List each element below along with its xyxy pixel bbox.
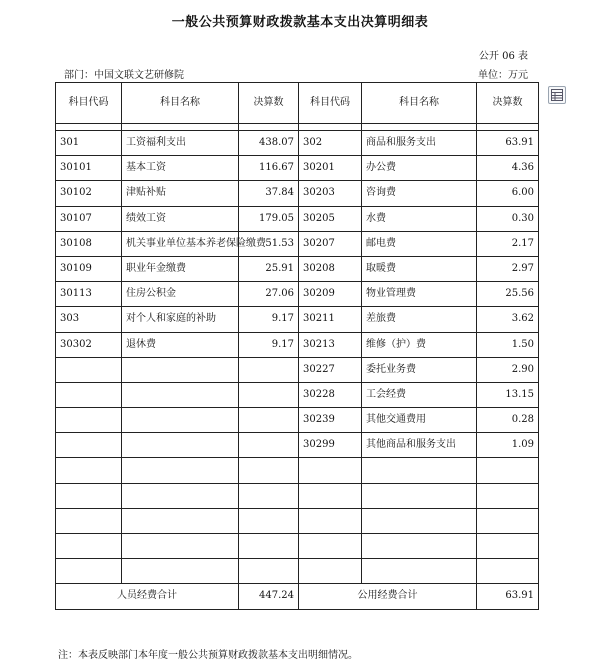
header-name-right: 科目名称 bbox=[362, 83, 477, 124]
personnel-total-value: 447.24 bbox=[239, 584, 299, 609]
left-amount-cell bbox=[239, 534, 299, 559]
right-name-cell: 商品和服务支出 bbox=[362, 131, 477, 156]
left-name-cell: 工资福利支出 bbox=[122, 131, 239, 156]
right-name-cell: 差旅费 bbox=[362, 307, 477, 332]
table-header-row bbox=[56, 83, 539, 124]
left-amount-cell bbox=[239, 382, 299, 407]
right-amount-cell: 1.09 bbox=[477, 433, 539, 458]
right-code-cell bbox=[299, 534, 362, 559]
table-row bbox=[56, 433, 539, 458]
table-row bbox=[56, 357, 539, 382]
left-name-cell: 津贴补贴 bbox=[122, 181, 239, 206]
right-amount-cell: 0.30 bbox=[477, 206, 539, 231]
table-row bbox=[56, 256, 539, 281]
left-code-cell: 30302 bbox=[56, 332, 122, 357]
right-amount-cell: 0.28 bbox=[477, 408, 539, 433]
left-code-cell: 30108 bbox=[56, 231, 122, 256]
table-row bbox=[56, 483, 539, 508]
right-amount-cell: 1.50 bbox=[477, 332, 539, 357]
table-row bbox=[56, 131, 539, 156]
form-code: 公开 06 表 bbox=[478, 51, 528, 62]
table-row bbox=[56, 181, 539, 206]
left-name-cell bbox=[122, 458, 239, 483]
left-name-cell bbox=[122, 382, 239, 407]
right-name-cell bbox=[362, 483, 477, 508]
right-amount-cell: 3.62 bbox=[477, 307, 539, 332]
footnote: 注：本表反映部门本年度一般公共预算财政拨款基本支出明细情况。 bbox=[58, 650, 358, 661]
public-total-label: 公用经费合计 bbox=[299, 584, 477, 609]
left-code-cell bbox=[56, 433, 122, 458]
table-grid-icon[interactable] bbox=[548, 86, 566, 104]
left-name-cell: 职业年金缴费 bbox=[122, 256, 239, 281]
right-code-cell: 302 bbox=[299, 131, 362, 156]
left-amount-cell: 51.53 bbox=[239, 231, 299, 256]
right-amount-cell bbox=[477, 508, 539, 533]
right-code-cell bbox=[299, 508, 362, 533]
left-amount-cell: 25.91 bbox=[239, 256, 299, 281]
right-code-cell: 30209 bbox=[299, 282, 362, 307]
left-code-cell: 30109 bbox=[56, 256, 122, 281]
left-amount-cell bbox=[239, 458, 299, 483]
header-code-left: 科目代码 bbox=[56, 83, 122, 124]
right-code-cell bbox=[299, 559, 362, 584]
right-name-cell bbox=[362, 559, 477, 584]
left-name-cell bbox=[122, 408, 239, 433]
left-code-cell bbox=[56, 534, 122, 559]
right-name-cell: 办公费 bbox=[362, 156, 477, 181]
left-name-cell: 基本工资 bbox=[122, 156, 239, 181]
header-gap-row bbox=[56, 124, 539, 131]
left-name-cell: 对个人和家庭的补助 bbox=[122, 307, 239, 332]
right-name-cell bbox=[362, 458, 477, 483]
left-code-cell: 30101 bbox=[56, 156, 122, 181]
right-name-cell: 维修（护）费 bbox=[362, 332, 477, 357]
left-code-cell: 303 bbox=[56, 307, 122, 332]
header-amount-right: 决算数 bbox=[477, 83, 539, 124]
left-code-cell bbox=[56, 559, 122, 584]
table-row bbox=[56, 534, 539, 559]
right-code-cell: 30228 bbox=[299, 382, 362, 407]
table-row bbox=[56, 206, 539, 231]
left-amount-cell: 116.67 bbox=[239, 156, 299, 181]
right-name-cell: 工会经费 bbox=[362, 382, 477, 407]
left-code-cell: 30102 bbox=[56, 181, 122, 206]
header-amount-left: 决算数 bbox=[239, 83, 299, 124]
left-name-cell bbox=[122, 559, 239, 584]
left-code-cell: 30107 bbox=[56, 206, 122, 231]
right-name-cell: 取暖费 bbox=[362, 256, 477, 281]
left-amount-cell bbox=[239, 357, 299, 382]
left-name-cell bbox=[122, 483, 239, 508]
left-amount-cell bbox=[239, 508, 299, 533]
left-amount-cell bbox=[239, 559, 299, 584]
right-name-cell: 邮电费 bbox=[362, 231, 477, 256]
right-code-cell: 30208 bbox=[299, 256, 362, 281]
right-code-cell: 30207 bbox=[299, 231, 362, 256]
right-amount-cell bbox=[477, 559, 539, 584]
left-amount-cell bbox=[239, 433, 299, 458]
right-amount-cell: 6.00 bbox=[477, 181, 539, 206]
department-label: 部门：中国文联文艺研修院 bbox=[64, 70, 184, 81]
right-name-cell: 其他交通费用 bbox=[362, 408, 477, 433]
left-name-cell bbox=[122, 534, 239, 559]
right-name-cell: 水费 bbox=[362, 206, 477, 231]
right-name-cell bbox=[362, 508, 477, 533]
right-amount-cell: 13.15 bbox=[477, 382, 539, 407]
unit-label: 单位：万元 bbox=[478, 70, 528, 81]
left-amount-cell: 9.17 bbox=[239, 307, 299, 332]
table-row bbox=[56, 408, 539, 433]
right-amount-cell: 2.90 bbox=[477, 357, 539, 382]
left-amount-cell bbox=[239, 483, 299, 508]
right-code-cell: 30239 bbox=[299, 408, 362, 433]
report-title: 一般公共预算财政拨款基本支出决算明细表 bbox=[171, 15, 429, 30]
left-name-cell: 绩效工资 bbox=[122, 206, 239, 231]
left-amount-cell: 9.17 bbox=[239, 332, 299, 357]
right-amount-cell bbox=[477, 458, 539, 483]
table-row bbox=[56, 508, 539, 533]
left-code-cell bbox=[56, 508, 122, 533]
right-code-cell bbox=[299, 458, 362, 483]
left-name-cell bbox=[122, 508, 239, 533]
left-amount-cell: 27.06 bbox=[239, 282, 299, 307]
right-code-cell: 30201 bbox=[299, 156, 362, 181]
right-amount-cell bbox=[477, 534, 539, 559]
left-code-cell bbox=[56, 357, 122, 382]
left-name-cell: 住房公积金 bbox=[122, 282, 239, 307]
left-name-cell bbox=[122, 433, 239, 458]
right-code-cell: 30203 bbox=[299, 181, 362, 206]
left-code-cell bbox=[56, 458, 122, 483]
left-name-cell: 机关事业单位基本养老保险缴费 bbox=[122, 231, 239, 256]
table-row bbox=[56, 282, 539, 307]
expenditure-table bbox=[55, 82, 539, 610]
table-row bbox=[56, 332, 539, 357]
table-row bbox=[56, 231, 539, 256]
right-amount-cell: 2.17 bbox=[477, 231, 539, 256]
right-code-cell: 30205 bbox=[299, 206, 362, 231]
right-code-cell: 30227 bbox=[299, 357, 362, 382]
left-code-cell bbox=[56, 408, 122, 433]
left-amount-cell bbox=[239, 408, 299, 433]
left-name-cell: 退休费 bbox=[122, 332, 239, 357]
right-code-cell: 30211 bbox=[299, 307, 362, 332]
table-row bbox=[56, 458, 539, 483]
totals-row bbox=[56, 584, 539, 609]
header-name-left: 科目名称 bbox=[122, 83, 239, 124]
left-code-cell bbox=[56, 382, 122, 407]
table-row bbox=[56, 156, 539, 181]
header-code-right: 科目代码 bbox=[299, 83, 362, 124]
right-amount-cell: 4.36 bbox=[477, 156, 539, 181]
left-name-cell bbox=[122, 357, 239, 382]
right-name-cell: 委托业务费 bbox=[362, 357, 477, 382]
left-amount-cell: 179.05 bbox=[239, 206, 299, 231]
right-amount-cell: 63.91 bbox=[477, 131, 539, 156]
right-code-cell: 30299 bbox=[299, 433, 362, 458]
table-row bbox=[56, 382, 539, 407]
right-code-cell bbox=[299, 483, 362, 508]
table-row bbox=[56, 559, 539, 584]
personnel-total-label: 人员经费合计 bbox=[56, 584, 239, 609]
left-amount-cell: 37.84 bbox=[239, 181, 299, 206]
left-amount-cell: 438.07 bbox=[239, 131, 299, 156]
right-name-cell: 咨询费 bbox=[362, 181, 477, 206]
right-name-cell bbox=[362, 534, 477, 559]
right-amount-cell: 2.97 bbox=[477, 256, 539, 281]
left-code-cell: 30113 bbox=[56, 282, 122, 307]
right-amount-cell: 25.56 bbox=[477, 282, 539, 307]
right-code-cell: 30213 bbox=[299, 332, 362, 357]
right-amount-cell bbox=[477, 483, 539, 508]
right-name-cell: 物业管理费 bbox=[362, 282, 477, 307]
left-code-cell bbox=[56, 483, 122, 508]
table-row bbox=[56, 307, 539, 332]
left-code-cell: 301 bbox=[56, 131, 122, 156]
public-total-value: 63.91 bbox=[477, 584, 539, 609]
right-name-cell: 其他商品和服务支出 bbox=[362, 433, 477, 458]
